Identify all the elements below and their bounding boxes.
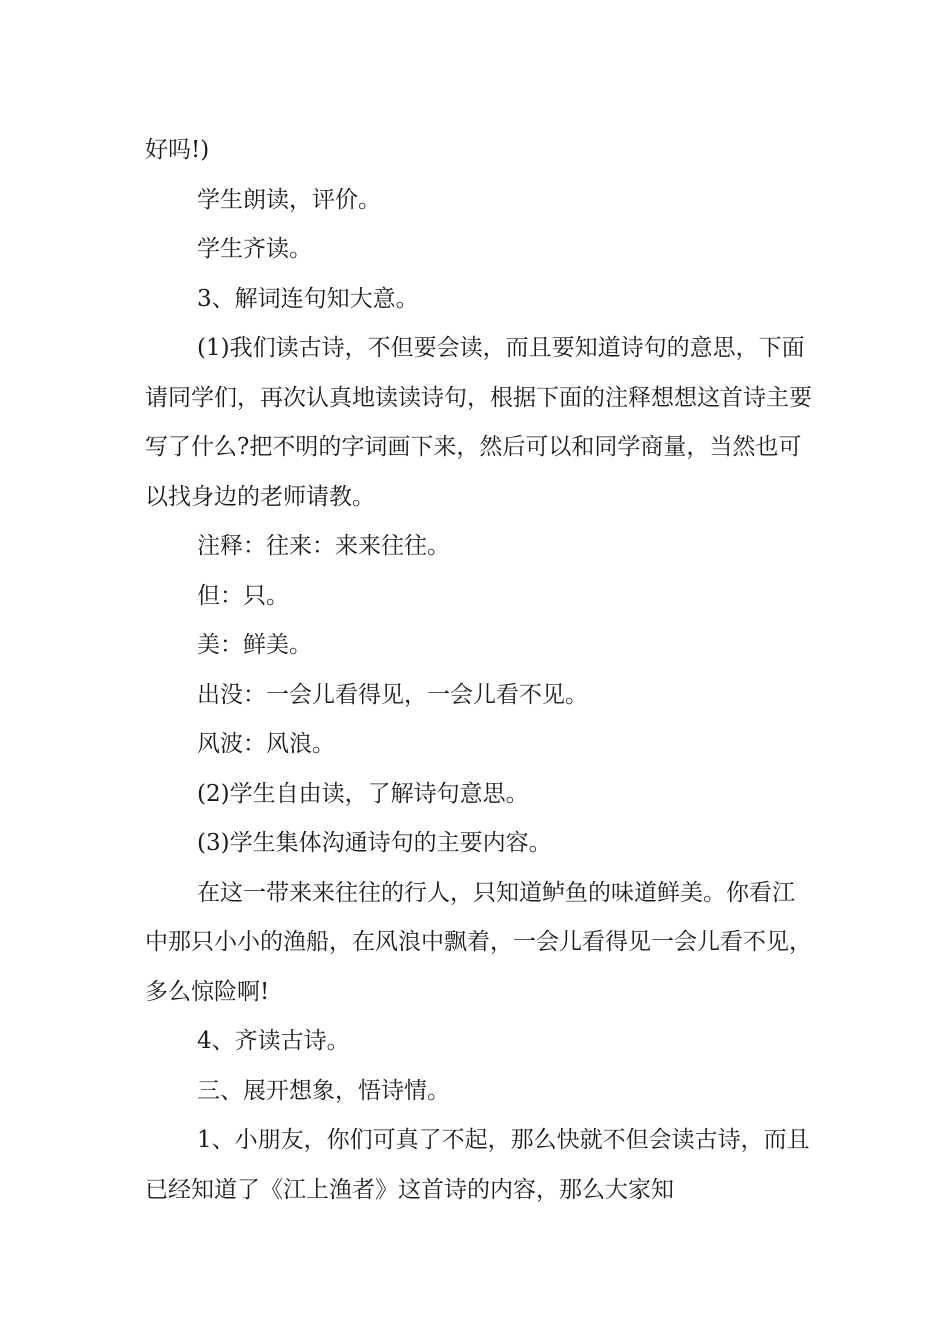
- paragraph: (1)我们读古诗，不但要会读，而且要知道诗句的意思，下面请同学们，再次认真地读读诗句，根据下面的注释想想这首诗主要写了什么?把不明的字词画下来，然后可以和同学商量，当然也可以找身边的老师请教。: [145, 335, 812, 510]
- paragraph: 学生齐读。: [197, 236, 312, 262]
- paragraph: (3)学生集体沟通诗句的主要内容。: [197, 830, 552, 856]
- section-heading: 3、解词连句知大意。: [197, 285, 419, 312]
- annotation-line: 但：只。: [197, 582, 289, 609]
- annotation-line: 注释：往来：来来往往。: [197, 533, 450, 559]
- paragraph: 学生朗读，评价。: [197, 186, 381, 213]
- paragraph: 在这一带来来往往的行人，只知道鲈鱼的味道鲜美。你看江中那只小小的渔船，在风浪中飘着，一会儿看得见一会儿看不见，多么惊险啊!: [145, 879, 812, 1005]
- document-body: [145, 126, 815, 1215]
- annotation-line: 出没：一会儿看得见，一会儿看不见。: [197, 681, 588, 708]
- section-heading: 三、展开想象，悟诗情。: [197, 1077, 450, 1104]
- annotation-line: 风波：风浪。: [197, 731, 335, 757]
- paragraph: (2)学生自由读，了解诗句意思。: [197, 780, 529, 807]
- paragraph: 好吗!): [145, 137, 210, 163]
- section-heading: 4、齐读古诗。: [197, 1028, 350, 1054]
- annotation-line: 美：鲜美。: [197, 632, 312, 658]
- paragraph: 1、小朋友，你们可真了不起，那么快就不但会读古诗，而且已经知道了《江上渔者》这首诗的内容，那么大家知: [145, 1127, 810, 1203]
